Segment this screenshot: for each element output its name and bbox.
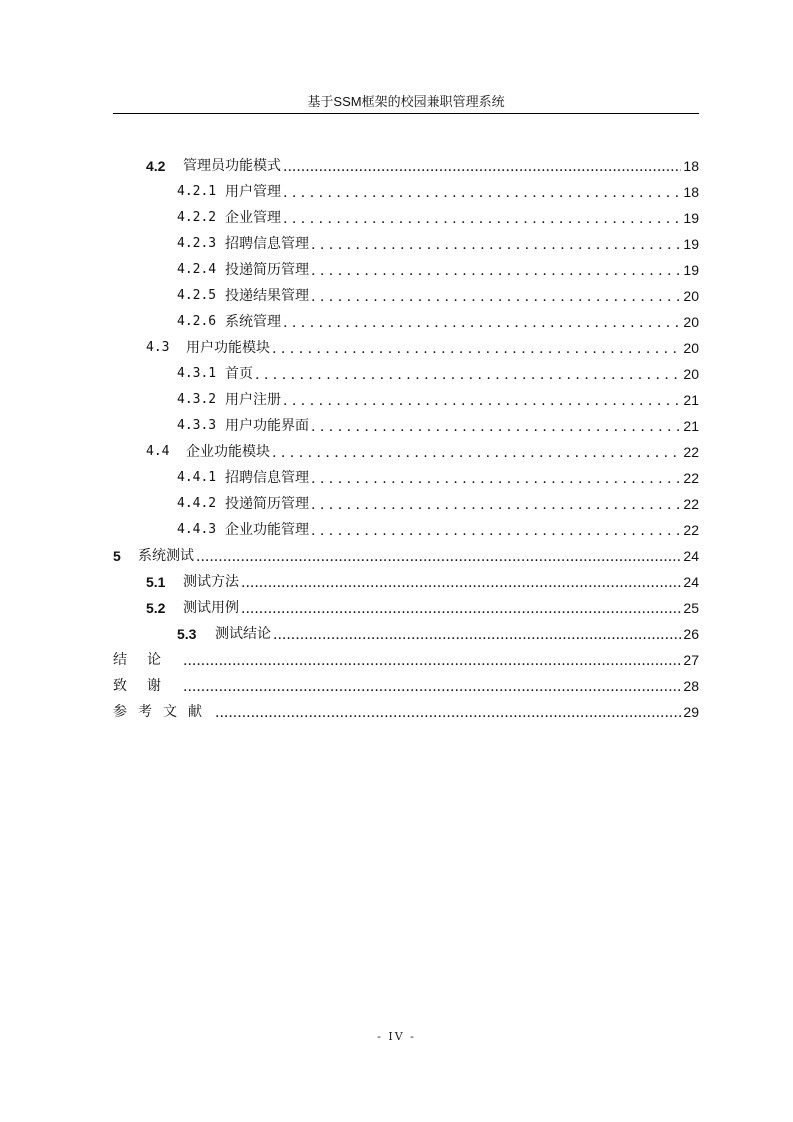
toc-leader-dots [283,186,681,202]
toc-entry-page: 25 [683,600,699,616]
toc-entry-number: 4.2.1 [177,184,217,199]
toc-leader-dots [283,316,681,332]
toc-entry-number: 4.2 [146,158,166,174]
toc-entry-title: 企业管理 [225,210,281,226]
toc-entry-page: 22 [683,496,699,512]
toc-entry-title: 测试结论 [215,626,271,642]
toc-entry-number: 4.3 [146,340,170,355]
toc-entry[interactable] [177,234,699,254]
toc-entry-number: 4.2.5 [177,288,217,303]
toc-entry-page: 20 [683,288,699,304]
toc-entry[interactable] [177,494,699,514]
toc-entry[interactable] [177,520,699,540]
toc-entry-number: 5.1 [146,574,166,590]
toc-leader-dots [283,160,681,176]
toc-entry-title: 企业功能模块 [186,444,270,460]
toc-leader-dots [196,550,681,566]
toc-entry[interactable] [146,338,699,358]
toc-leader-dots [272,446,681,462]
toc-leader-dots [311,472,681,488]
toc-entry[interactable] [146,572,699,592]
toc-entry-title: 投递结果管理 [225,288,309,304]
toc-leader-dots [241,576,681,592]
toc-entry-page: 26 [683,626,699,642]
toc-entry[interactable] [146,442,699,462]
toc-entry-title: 招聘信息管理 [225,236,309,252]
toc-leader-dots [311,420,681,436]
toc-entry-number: 4.3.1 [177,366,217,381]
toc-entry[interactable] [177,468,699,488]
toc-entry-number: 4.2.2 [177,210,217,225]
toc-entry-number: 5.3 [177,626,197,642]
toc-leader-dots [255,368,681,384]
toc-entry-number: 5.2 [146,600,166,616]
toc-entry[interactable] [177,364,699,384]
toc-leader-dots [311,498,681,514]
toc-entry[interactable] [177,286,699,306]
toc-leader-dots [311,238,681,254]
toc-entry-page: 28 [683,678,699,694]
toc-entry-page: 20 [683,314,699,330]
toc-entry-page: 22 [683,522,699,538]
toc-entry-page: 27 [683,652,699,668]
toc-entry-title: 用户注册 [225,392,281,408]
toc-entry-number: 4.4.3 [177,522,217,537]
toc-entry[interactable] [177,182,699,202]
toc-entry-page: 19 [683,210,699,226]
toc-entry-page: 21 [683,392,699,408]
toc-entry[interactable] [113,546,699,566]
toc-entry-number: 4.2.6 [177,314,217,329]
toc-entry-number: 4.3.3 [177,418,217,433]
toc-entry-page: 29 [683,704,699,720]
toc-entry-title: 测试方法 [183,574,239,590]
toc-entry-title: 参考文献 [113,704,213,720]
toc-entry-title: 招聘信息管理 [225,470,309,486]
toc-entry-number: 4.4 [146,444,170,459]
toc-leader-dots [283,394,681,410]
toc-entry-page: 19 [683,236,699,252]
toc-entry[interactable] [177,208,699,228]
toc-entry[interactable] [113,676,699,696]
toc-entry-page: 21 [683,418,699,434]
toc-leader-dots [241,602,681,618]
toc-entry-page: 24 [683,548,699,564]
toc-entry[interactable] [177,624,699,644]
toc-leader-dots [311,290,681,306]
toc-entry-page: 22 [683,470,699,486]
toc-entry-title: 投递简历管理 [225,496,309,512]
toc-entry-title: 管理员功能模式 [183,158,281,174]
toc-entry-title: 系统测试 [138,548,194,564]
toc-leader-dots [311,264,681,280]
toc-entry[interactable] [113,702,699,722]
toc-entry[interactable] [177,416,699,436]
toc-entry-title: 结论 [113,652,181,668]
toc-leader-dots [215,706,681,722]
toc-entry-number: 4.3.2 [177,392,217,407]
toc-entry-title: 用户管理 [225,184,281,200]
toc-leader-dots [273,628,681,644]
toc-leader-dots [311,524,681,540]
toc-entry-page: 18 [683,158,699,174]
toc-leader-dots [183,680,681,696]
toc-entry-page: 19 [683,262,699,278]
toc-entry-page: 24 [683,574,699,590]
toc-entry-number: 4.2.4 [177,262,217,277]
toc-entry-title: 用户功能模块 [186,340,270,356]
page-number: - IV - [377,1030,416,1043]
toc-entry[interactable] [177,260,699,280]
toc-entry-title: 测试用例 [183,600,239,616]
toc-entry[interactable] [146,598,699,618]
toc-entry-number: 4.4.1 [177,470,217,485]
toc-entry[interactable] [113,650,699,670]
page-header-title: 基于SSM框架的校园兼职管理系统 [307,94,505,109]
toc-entry-title: 投递简历管理 [225,262,309,278]
toc-entry-title: 致谢 [113,678,181,694]
toc-entry-page: 22 [683,444,699,460]
toc-entry-page: 18 [683,184,699,200]
toc-entry[interactable] [146,156,699,176]
toc-entry-title: 系统管理 [225,314,281,330]
toc-leader-dots [272,342,681,358]
toc-entry[interactable] [177,312,699,332]
toc-entry-title: 企业功能管理 [225,522,309,538]
toc-entry-number: 4.4.2 [177,496,217,511]
toc-leader-dots [283,212,681,228]
toc-entry-title: 首页 [225,366,253,382]
toc-entry-number: 5 [113,548,121,564]
toc-entry-number: 4.2.3 [177,236,217,251]
toc-entry-title: 用户功能界面 [225,418,309,434]
toc-leader-dots [183,654,681,670]
toc-entry-page: 20 [683,366,699,382]
toc-entry-page: 20 [683,340,699,356]
toc-entry[interactable] [177,390,699,410]
